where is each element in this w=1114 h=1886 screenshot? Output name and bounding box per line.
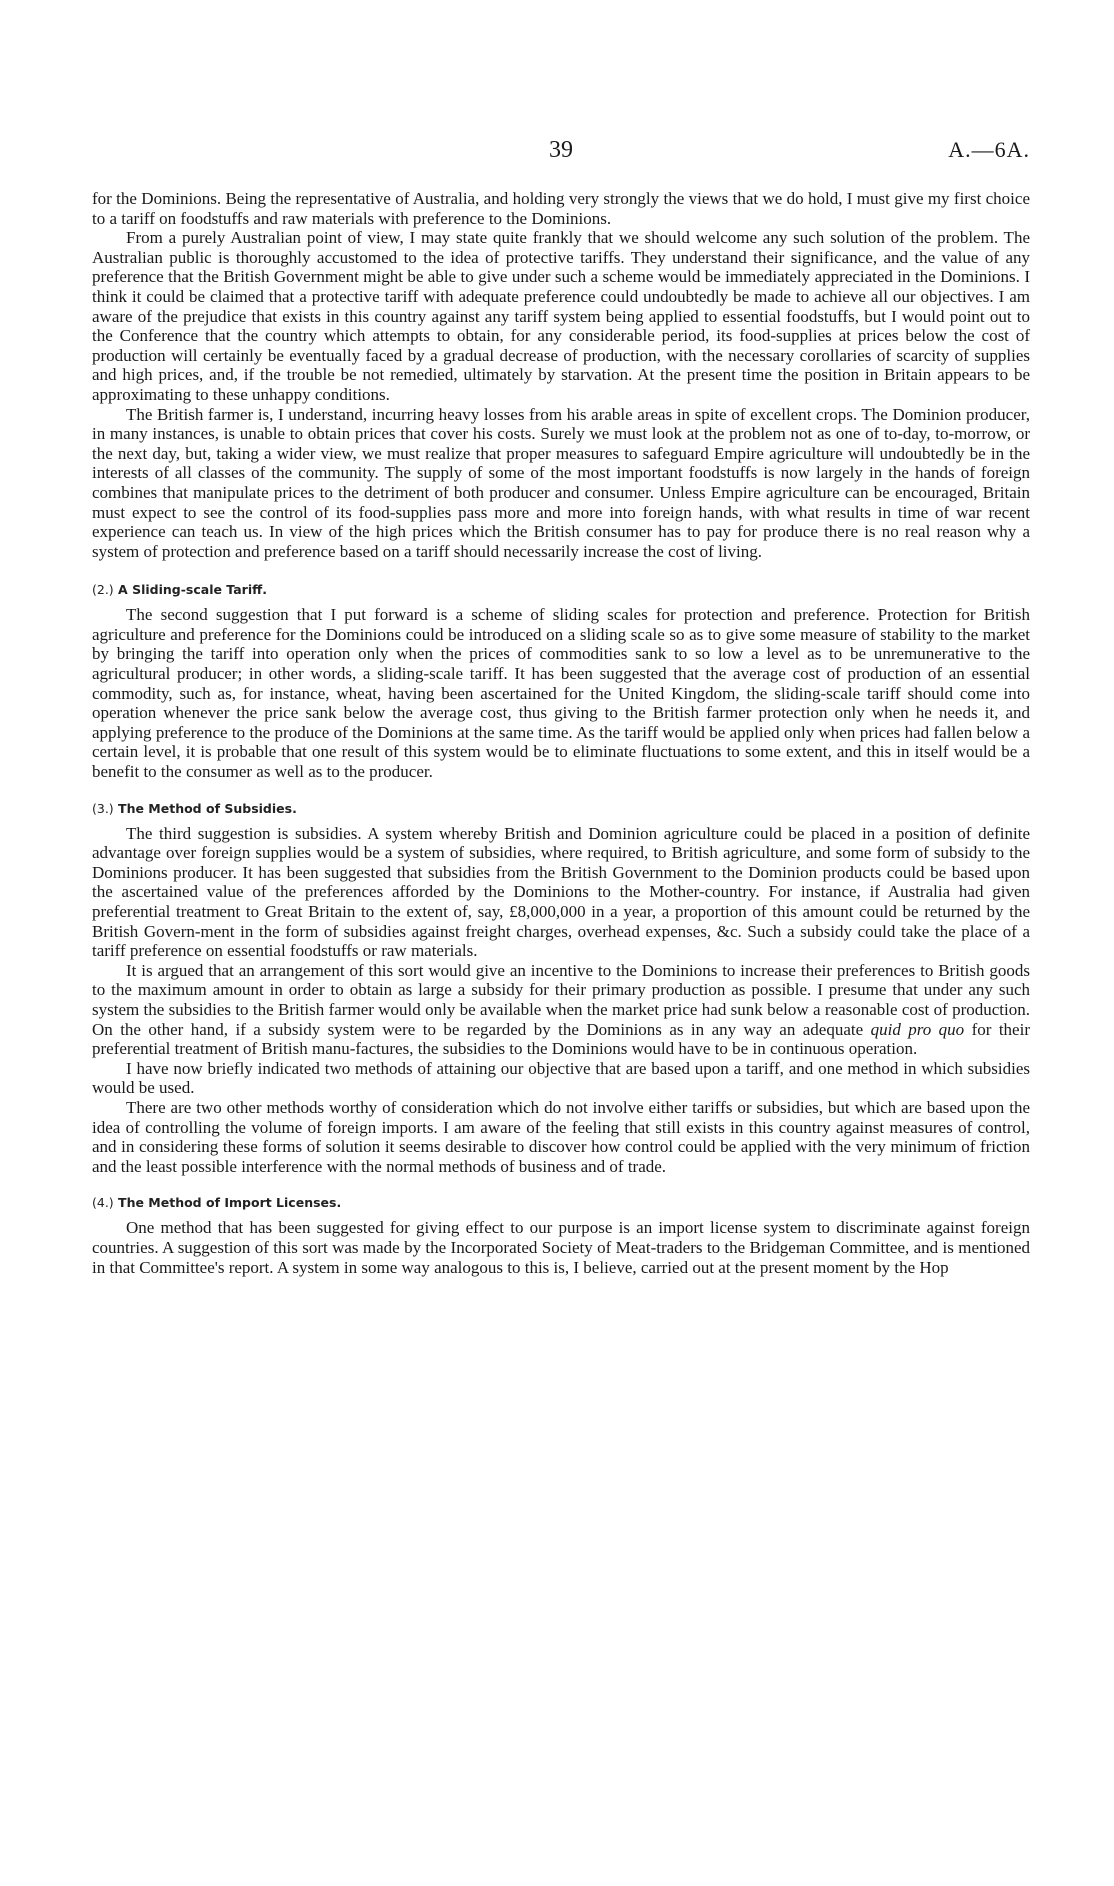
page-number: 39 (549, 137, 573, 163)
paragraph: One method that has been suggested for giving effect to our purpose is an import license system to discriminate against foreign countries. A suggestion of this sort was made by the Incorporated Society of Meat-traders to the Bridgeman Committee, and is mentioned in that Committee's report. A system in some way analogous to this is, I believe, carried out at the present moment by the Hop (92, 1218, 1030, 1277)
paragraph: There are two other methods worthy of consideration which do not involve either tariffs or subsidies, but which are based upon the idea of controlling the volume of foreign imports. I am aware of the feeling that still exists in this country against measures of control, and in considering these forms of solution it seems desirable to discover how control could be applied with the very minimum of friction and the least possible interference with the normal methods of business and of trade. (92, 1097, 1030, 1176)
section-number: (2.) (92, 582, 114, 598)
section-title: The Method of Import Licenses. (118, 1195, 342, 1211)
document-reference: A.—6A. (948, 137, 1030, 162)
paragraph-text: for their preferential treatment of British manu-factures, the subsidies to the Dominions would have to be in continuous operation. (92, 1019, 1030, 1059)
section-number: (4.) (92, 1195, 114, 1211)
document-page (92, 0, 1030, 1277)
section-heading-3 (92, 800, 1030, 818)
paragraph: The British farmer is, I understand, incurring heavy losses from his arable areas in spite of excellent crops. The Dominion producer, in many instances, is unable to obtain prices that cover his costs. Surely we must look at the problem not as one of to-day, to-morrow, or the next day, but, taking a wider view, we must realize that proper measures to safeguard Empire agriculture will undoubtedly be in the interests of all classes of the community. The supply of some of the most important foodstuffs is now largely in the hands of foreign combines that manipulate prices to the detriment of both producer and consumer. Unless Empire agriculture can be encouraged, Britain must expect to see the control of its food-supplies pass more and more into foreign hands, with what results in time of war recent experience can teach us. In view of the high prices which the British consumer has to pay for produce there is no real reason why a system of protection and preference based on a tariff should necessarily increase the cost of living. (92, 404, 1030, 561)
paragraph: From a purely Australian point of view, I may state quite frankly that we should welcome any such solution of the problem. The Australian public is thoroughly accustomed to the idea of protective tariffs. They understand their significance, and the value of any preference that the British Government might be able to give under such a scheme would be immediately appreciated in the Dominions. I think it could be claimed that a protective tariff with adequate preference could undoubtedly be made to achieve all our objectives. I am aware of the prejudice that exists in this country against any tariff system being applied to essential foodstuffs, but I would point out to the Conference that the country which attempts to obtain, for any considerable period, its food-supplies at prices below the cost of production will certainly be eventually faced by a gradual decrease of production, with the necessary corollaries of scarcity of supplies and high prices, and, if the trouble be not remedied, ultimately by starvation. At the present time the position in Britain appears to be approximating to these unhappy conditions. (92, 228, 1030, 404)
paragraph (92, 961, 1030, 1059)
paragraph: I have now briefly indicated two methods of attaining our objective that are based upon a tariff, and one method in which subsidies would be used. (92, 1058, 1030, 1098)
section-heading-2 (92, 581, 1030, 599)
section-title: A Sliding-scale Tariff. (118, 582, 267, 598)
italic-phrase: quid pro quo (870, 1019, 965, 1039)
running-header (92, 137, 1030, 167)
section-title: The Method of Subsidies. (118, 800, 297, 816)
paragraph: for the Dominions. Being the representative of Australia, and holding very strongly the views that we do hold, I must give my first choice to a tariff on foodstuffs and raw materials with preference to the Dominions. (92, 189, 1030, 228)
paragraph: The second suggestion that I put forward is a scheme of sliding scales for protection and preference. Protection for British agriculture and preference for the Dominions could be introduced on a sliding scale so as to give some measure of stability to the market by bringing the tariff into operation only when the prices of commodities sank to so low a level as to be unremunerative to the agricultural producer; in other words, a sliding-scale tariff. It has been suggested that the average cost of production of an essential commodity, such as, for instance, wheat, having been ascertained for the United Kingdom, the sliding-scale tariff should come into operation whenever the price sank below the average cost, thus giving to the British farmer protection only when he needs it, and applying preference to the produce of the Dominions at the same time. As the tariff would be applied only when prices had fallen below a certain level, it is probable that one result of this system would be to eliminate fluctuations to some extent, and this in itself would be a benefit to the consumer as well as to the producer. (92, 605, 1030, 782)
paragraph-text: It is argued that an arrangement of this sort would give an incentive to the Dominions to increase their preferences to British goods to the maximum amount in order to obtain as large a subsidy for their primary production as possible. I presume that under any such system the subsidies to the British farmer would only be available when the market price had sunk below a reasonable cost of production. On the other hand, if a subsidy system were to be regarded by the Dominions as in any way an adequate (92, 960, 1030, 1039)
paragraph: The third suggestion is subsidies. A system whereby British and Dominion agriculture could be placed in a position of definite advantage over foreign supplies would be a system of subsidies, where required, to British agriculture, and some form of subsidy to the Dominions producer. It has been suggested that subsidies from the British Government to the Dominion products could be based upon the ascertained value of the preferences afforded by the Dominions to the Mother-country. For instance, if Australia had given preferential treatment to Great Britain to the extent of, say, £8,000,000 in a year, a proportion of this amount could be returned by the British Govern-ment in the form of subsidies against freight charges, overhead expenses, &c. Such a subsidy could take the place of a tariff preference on essential foodstuffs or raw materials. (92, 823, 1030, 961)
section-number: (3.) (92, 800, 114, 816)
section-heading-4 (92, 1194, 1030, 1212)
